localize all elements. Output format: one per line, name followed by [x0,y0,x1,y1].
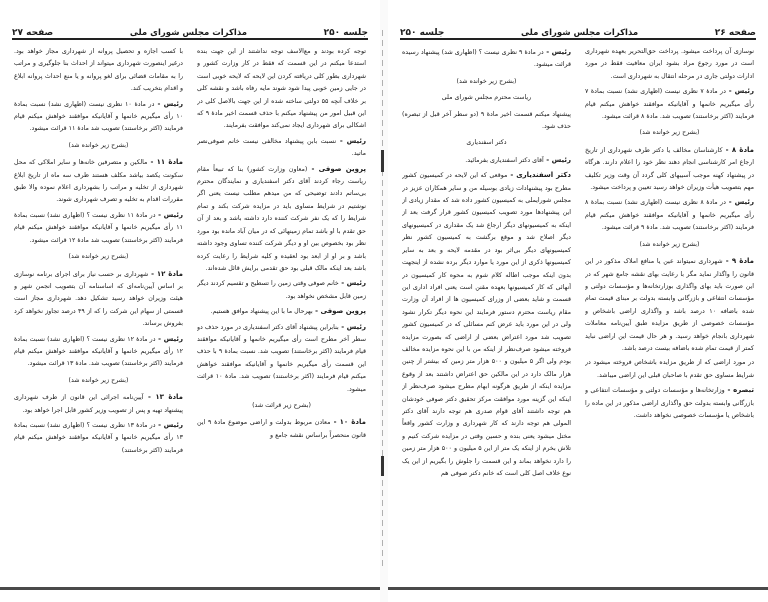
article-label: مادهٔ ۱۳ - [143,393,183,402]
speaker-name: رئیس - [338,322,366,331]
article-label: تبصره - [724,386,754,395]
speaker-paragraph: رئیس - بنابراین پیشنهاد آقای دکتر اسفندیاری در مورد حذف دو سطر آخر مطرح است رأی میگیریم خانمها و آقایانیکه موافقند قیام فرمایند (اکثر برخاستند) تصویب شد. نسبت بمادهٔ ۹ با حذف این قسمت رأی میگیریم خانمها و آقایانیکه موافقند خواهش میکنم قیام فرمایند (اکثر برخاستند) تصویب شد. مادهٔ ۱۰ قرائت میشود. [197,322,366,393]
text-columns [14,46,366,542]
speaker-paragraph: رئیس - در مادهٔ ۷ نظری نیست (اظهاری نشد) نسبت بمادهٔ ۷ رأی میگیریم خانمها و آقایانیکه موافقند خواهش میکنم قیام فرمایند (اکثر برخاستند) تصویب شد. مادهٔ ۸ قرائت میشود. [585,87,754,121]
speaker-paragraph: رئیس - در مادهٔ ۱۰ نظری نیست (اظهاری نشد) نسبت بمادهٔ ۱۰ رأی میگیریم خانمها و آقایانیکه موافقند خواهش میکنم قیام فرمایند (اکثر برخاستند) تصویب شد مادهٔ ۱۱ قرائت میشود. [14,99,183,133]
speaker-name: رئیس - [338,279,366,288]
body-paragraph: پیشنهاد میکنم قسمت اخیر مادهٔ ۹ (دو سطر آخر قبل از تبصره) حذف شود. [402,110,571,131]
session-label: جلسه ۲۵۰ [323,28,368,38]
text-columns [402,46,754,542]
gutter-shadow-line [382,30,383,570]
page-bottom-edge [388,587,768,590]
speaker-name: رئیس - [543,48,571,56]
speaker-name: رئیس - [725,87,754,96]
center-note: (بشرح زیر خوانده شد) [456,77,517,85]
right-page [388,0,768,602]
article-label: مادهٔ ۹ - [722,257,754,266]
header-rule [400,38,756,40]
article-paragraph: مادهٔ ۱۳ - آیین‌نامه اجرائی این قانون از طرف شهرداری پیشنهاد تهیه و پس از تصویب وزیر کشور قابل اجرا خواهد بود. [14,393,183,414]
article-label: مادهٔ ۱۰ - [330,418,366,427]
speaker-paragraph: رئیس - در مادهٔ ۱۳ نظری نیست ؟ (اظهاری نشد) نسبت بمادهٔ ۱۳ رأی میگیریم خانمها و آقایانیکه موافقند خواهش میکنم قیام فرمایند (اکثر برخاستند) [14,420,183,454]
center-note: دکتر اسفندیاری [466,139,507,147]
speaker-paragraph: رئیس - در مادهٔ ۹ نظری نیست ؟ (اظهاری شد) پیشنهاد رسیده قرائت میشود. [402,48,571,69]
speaker-name: پروین صوفی - [307,164,366,173]
page-header [400,22,756,38]
center-note: (بشرح زیر خوانده شد) [639,240,700,248]
speaker-name: رئیس - [543,155,571,164]
speaker-name: رئیس - [155,210,183,219]
speaker-name: پروین صوفی - [312,307,366,316]
center-note: (بشرح زیر قرائت شد) [252,401,311,409]
center-note: ریاست محترم مجلس شورای ملی [441,94,532,102]
center-note: (بشرح زیر خوانده شد) [68,253,129,261]
center-note: (بشرح زیر خوانده شد) [68,141,129,149]
speaker-paragraph: رئیس - در مادهٔ ۱۱ نظری نیست ؟ (اظهاری نشد) نسبت بمادهٔ ۱۱ رأی میگیریم خانمها و آقایانیکه موافقند خواهش میکنم قیام فرمایند (اکثر برخاستند) تصویب شد مادهٔ ۱۲ قرائت میشود. [14,210,183,244]
page-running-title: مذاکرات مجلس شورای ملی [129,28,247,38]
body-paragraph: در مورد اراضی که از طریق مزایده باشخاص فروخته میشود در شرایط مساوی حق تقدم با صاحبان قبلی این اراضی میباشد. [585,359,754,379]
speaker-paragraph: دکتر اسفندیاری - موقعی که این لایحه در کمیسیون کشور مطرح بود پیشنهادات زیادی بوسیله من و سایر همکاران عزیز در مجلس شورایملی به کمیسیون کشور داده شد که مقدار زیادی از این پیشنهادها مورد تصویب کمیسیون کشور قرار گرفت بعد از اینکه به کمیسیونهای دیگر ارجاع شد یک مقداری در کمیسیونهای دیگر اصلاح شد و موقع برگشت به کمیسیون کشور نظر کمیسیونهای دیگر بی‌اثر بود در مقدمه لایحه و بعد به سایر کمیسیونها ذکری از این مورد یا موارد دیگر برده نشده از اینجهت بدون اینکه موجب اطاله کلام شوم به محوه کار کمیسیون در آنهائی که کار کمیسیونها بعهده مقنن است یعنی افراد اداری این قسمت و شاید بعضی از وزرای کمیسیون ها از افراد آن وزارت مقام ریاست محترم دستور فرمایند این نحوه دیگر تکرار نشود ولی در این مورد باید عرض کنم مسائلی که در کمیسیون کشور تصویب شد مورد اعتراض بعضی از اراضی که بصورت مزایده فروخته میشود صرف‌نظر از اینکه من با این نحوه مزایده مخالف بودم ولی اگر ۵ میلیون و ۵۰۰ هزار متر زمین که بیشتر از چنین هزار مالک دارد در این مالکین حق اعتراض داشتند بعد از وقوع مزایده اینکه از طریق هرگونه ابهام مطرح میشود صرف‌نظر از اینکه این گزینه مورد موافقت مرکز تحقیق دکتر صوفی خودشان هم توجه داشتند آقای قوام صدری هم توجه دارند آقای دکتر المولی هم توجه دارند که کار شهرداری و وزارت کشور واقعاً مختل میشود یعنی بنده و حسین وقتی در مزایده شرکت کنیم و تلاش بخرم از اینکه یک متر از این ۵ میلیون و ۵۰۰ هزار متر زمین را دارد نخواهد بماند و این قسمت را جلوش را بگیریم از این یک نوع خلاف اصل کلی است که خانم دکتر صوفی هم [402,171,571,477]
speaker-paragraph: پروین صوفی - (معاون وزارت کشور) بنا که تبیعاً مقام ریاست رجاء کردند آقای دکتر اسفندیاری و نمایندگان محترم بی‌ساتم دادند توضیحی که من میدهم مطلب نیست یعنی اگر نوشتیم در شرایط مساوی باید در مزایده شرکت بکند و تمام شرایط را که یک نفر شرکت کننده دارد داشته باشد و بعد از آن حق تقدم با او باشد تمام زمینهائی که در میان آباد مانده بود مورد نظر بود بخصوص بین او و دیگر شرکت کننده تساوی وجود داشته باشد و بر او از ابعد بود لعقیده و کلیه شرایط را رعایت کرده باشد بعد اینکه مالک قبلی بود حق تقدمی برایش قائل شده‌اند. [197,164,366,272]
speaker-name: رئیس - [154,99,183,108]
speaker-name: رئیس - [155,420,183,429]
header-rule [12,38,368,40]
gutter-mark [381,456,384,476]
speaker-name: رئیس - [155,334,183,343]
article-paragraph: تبصره - وزارتخانه‌ها و مؤسسات دولتی و مؤسسات انتفاعی و بازرگانی وابسته بدولت حق واگذاری اراضی مذکور در این ماده را باشخاص یا مؤسسات خصوصی نخواهد داشت. [585,386,754,419]
text-column-right [197,46,366,542]
page-bottom-edge [0,587,380,590]
article-paragraph: مادهٔ ۱۱ - مالکین و متصرفین خانه‌ها و سایر املاکی که محل سکونت یکصد بیاشد مکلف هستند ظرف سه ماه از تاریخ ابلاغ شهرداری از تخلیه و مراتب را بشهرداری اعلام نموده والا طبق مقررات اقدام به تخلیه و تصرف شهرداری شوند. [14,158,183,204]
page-number-label: صفحه ۲۷ [12,28,54,38]
speaker-paragraph: رئیس - خانم صوفی وقتی زمین را تسطیح و تقسیم کردند دیگر زمین قابل مشخص نخواهد بود. [197,279,366,300]
speaker-name: دکتر اسفندیاری - [507,171,571,180]
center-note: (بشرح زیر خوانده شد) [68,376,129,384]
article-paragraph: مادهٔ ۹ - شهرداری نمیتواند عین یا منافع املاک مذکور در این قانون را واگذار نماید مگر با رعایت بهای نقشه جامع شهر که در این صورت باید بهای واگذاری بوزارتخانه‌ها و مؤسسات دولتی و مؤسسات انتفاعی و بازرگانی وابسته بدولت بر مبنای قیمت تمام شده باضافه ۱۰ درصد باشد و واگذاری اراضی باشخاص و مؤسسات خصوصی از طریق مزایده طبق آیین‌نامه معاملات شهرداری بانجام خواهد رسید. و هر حال قیمت این اراضی نباید کمتر از قیمت تمام شده باضافه بیست درصد باشد. [585,257,754,352]
body-paragraph: نوسازی آن پرداخت میشود. پرداخت حق‌التحریر بعهده شهرداری است در مورد رجوع مراد بشود ایران معافیت فقط در مورد ادارات دولتی جاری در مرحله انتقال به شهرداری است. [585,48,754,80]
speaker-paragraph: رئیس - در مادهٔ ۸ نظری نیست (اظهاری نشد) نسبت بمادهٔ ۸ رأی میگیریم خانمها و آقایانیکه موافقند خواهش میکنم قیام فرمایند (اکثر برخاستند) تصویب شد. مادهٔ ۹ قرائت میشود. [585,198,754,232]
speaker-paragraph: رئیس - آقای دکتر اسفندیاری بفرمائید. [465,155,571,164]
session-label: جلسه ۲۵۰ [400,28,445,38]
article-paragraph: مادهٔ ۸ - کارشناسان مخالف یا دکتر طرف شهرداری از تاریخ ارجاع امر کارشناسی انجام دهند نظر خود را اعلام دارند. هرگاه در پیشنهاد کهنه موجب آسیبهای کلی گردد آن وقت وزیر تکلیف مهم بتصویب هیأت وزیران خواهد رسید تعیین و پرداخت میشود. [585,145,754,192]
text-column-left [14,46,183,542]
body-paragraph: با کسب اجازه و تحصیل پروانه از شهرداری مجاز خواهد بود. درغیر اینصورت شهرداری میتواند از احداث بنا جلوگیری و مراتب را به مقامات قضائی برای لغو پروانه و یا منع احداث پروانه ابلاغ و اقدام بتخریب کند. [14,48,183,93]
speaker-paragraph: رئیس - نسبت بابن پیشنهاد مخالفی نیست خانم صوفی‌نصر ماتید. [197,136,366,158]
center-note: (بشرح زیر خوانده شد) [639,129,700,137]
speaker-paragraph: رئیس - در مادهٔ ۱۲ نظری نیست ؟ (اظهاری نشد) نسبت بمادهٔ ۱۲ رأی میگیریم خانمها و آقایانیکه موافقند خواهش میکنم قیام فرمایند (اکثر برخاستند) تصویب شد. مادهٔ ۱۳ قرائت میشود. [14,334,183,368]
text-column-right [585,46,754,542]
page-number-label: صفحه ۲۶ [714,28,756,38]
left-page [0,0,380,602]
text-column-left [402,46,571,542]
page-running-title: مذاکرات مجلس شورای ملی [521,28,639,38]
article-label: مادهٔ ۱۱ - [147,158,183,167]
speaker-name: رئیس - [725,198,754,207]
gutter-mark [381,150,384,172]
speaker-name: رئیس - [336,136,366,145]
article-label: مادهٔ ۸ - [722,145,754,154]
body-paragraph: توجه کرده بودند و مع‌الاسف توجه نداشتند از این جهت بنده استدعا میکنم در این قسمت که فقط در کار وزارت کشور و شهرداری بطور کلی دریافته کردن این لایحه که لایحه خوبی است در جایی زمین خوبی پیدا شود شوند مایه رفاه باشد و نقشه کلی بر خلاف آنچه ۵۵ دولتی ساخته شده از این جهت بالاصل کلی در این قبیل امور من پیشنهاد میکنم با حذف قسمت اخیر مادهٔ ۹ که اشکالی برای شهرداری ایجاد نمی‌کند موافقت بفرمایند. [197,48,366,130]
page-header [12,22,368,38]
article-label: مادهٔ ۱۲ - [148,269,183,278]
speaker-paragraph: پروین صوفی - بهرحال ما با این پیشنهاد موافق هستیم. [210,307,366,316]
article-paragraph: مادهٔ ۱۲ - شهرداری بر حسب نیاز برای اجرای برنامه نوسازی بر اساس آیین‌نامه‌ای که اساسنامه آن بتصویب انجمن شهر و هیئت وزیران خواهد رسید تشکیل دهد. شهرداری مجاز است قسمتی از سهام این شرکت را که از ۴۹ درصد تجاوز نخواهد کرد بفروش برساند. [14,269,183,328]
article-paragraph: مادهٔ ۱۰ - معادن مربوط بدولت و اراضی موضوع مادهٔ ۹ این قانون منحصراً براساس نقشه جامع و [197,418,366,439]
